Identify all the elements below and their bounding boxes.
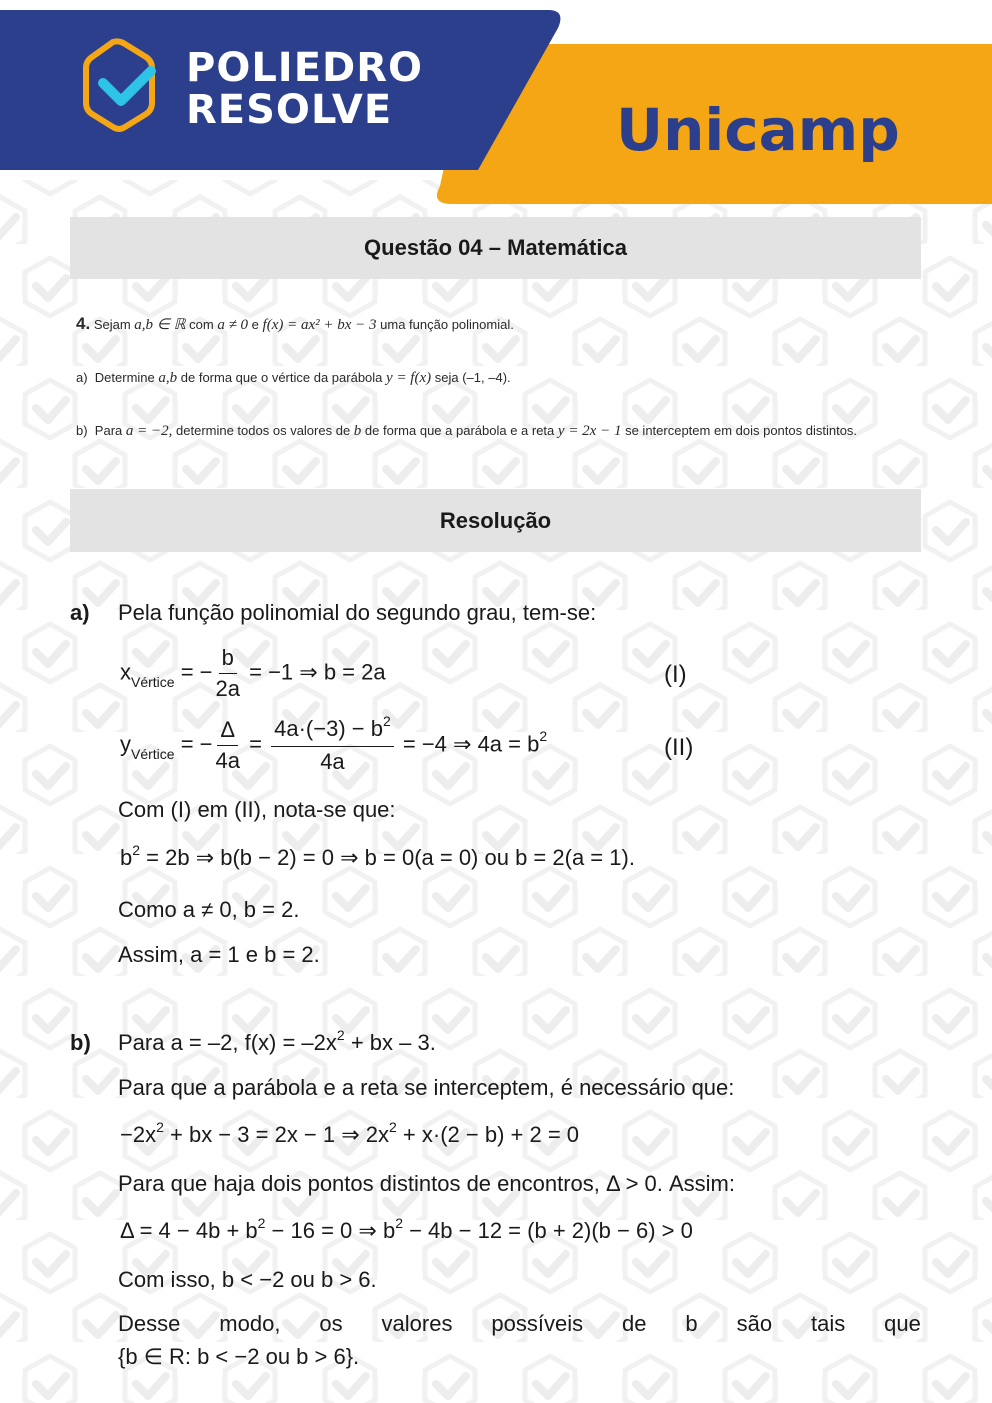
word: de [622, 1311, 647, 1336]
eq-b-sup: 2 [132, 842, 141, 858]
text: uma função polinomial. [380, 317, 514, 332]
yv-den1: 4a [215, 748, 240, 773]
question-number: 4. [76, 314, 91, 333]
math: f(x) = ax² + bx − 3 [262, 317, 377, 333]
yv-num2-sup: 2 [382, 713, 391, 729]
word: modo, [219, 1311, 281, 1336]
yv-eq: = − [180, 731, 213, 757]
math: a,b ∈ ℝ [134, 317, 186, 333]
text: com [189, 317, 214, 332]
b-line1-post: + bx – 3. [344, 1030, 436, 1055]
word: Desse [118, 1311, 181, 1336]
word: os [319, 1311, 343, 1336]
xv-sub: Vértice [131, 674, 175, 691]
text: se interceptem em dois pontos distintos. [625, 423, 858, 438]
since-text: Como a ≠ 0, b = 2. [118, 897, 300, 922]
b-equation-2 [120, 1215, 693, 1244]
text: e [251, 317, 259, 332]
math: a ≠ 0 [217, 317, 249, 333]
b-line-4: Com isso, b < −2 ou b > 6. [118, 1267, 377, 1292]
word: são [736, 1311, 773, 1336]
yv-rest-sup: 2 [539, 728, 548, 745]
eq2-post: − 4b − 12 = (b + 2)(b − 6) > 0 [402, 1218, 693, 1243]
brand-line-2: RESOLVE [186, 87, 393, 133]
brand-line-1: POLIEDRO [186, 45, 424, 91]
resolution-title: Resolução [439, 507, 552, 533]
b-line1-sup: 2 [336, 1027, 345, 1043]
eq2-sup2: 2 [395, 1215, 403, 1231]
eq2-sup1: 2 [257, 1215, 266, 1231]
exam-name: Unicamp [616, 96, 900, 164]
yv-num1: Δ [217, 717, 238, 746]
eq-b: b [120, 845, 133, 870]
b-line-3: Para que haja dois pontos distintos de encontros, Δ > 0. Assim: [118, 1171, 735, 1196]
yv-fraction-2 [271, 713, 394, 775]
word: b [685, 1311, 698, 1336]
label: b) [76, 423, 88, 438]
text: de forma que a parábola e a reta [364, 423, 555, 438]
xv-equation [120, 645, 386, 702]
b-equation-1 [120, 1119, 580, 1148]
question-part-a [76, 370, 511, 387]
yv-sub: Vértice [131, 746, 175, 763]
xv-num: b [219, 645, 237, 674]
eq1-sup1: 2 [156, 1119, 164, 1135]
yv-fraction-1 [216, 717, 240, 774]
eq2-pre: Δ = 4 − 4b + b [120, 1218, 258, 1243]
word: possíveis [491, 1311, 584, 1336]
text: determine todos os valores de [176, 423, 351, 438]
math: y = f(x) [386, 370, 432, 386]
tag-I: (I) [664, 661, 687, 688]
word: tais [811, 1311, 846, 1336]
xv-den: 2a [215, 676, 240, 701]
b-line-6: {b ∈ R: b < −2 ou b > 6}. [118, 1344, 360, 1369]
eq1-post: + x·(2 − b) + 2 = 0 [396, 1122, 580, 1147]
resolution-a-label: a) [70, 600, 90, 625]
math: y = 2x − 1 [557, 423, 622, 439]
question-part-b [76, 423, 857, 440]
xv-var: x [120, 659, 131, 685]
word: valores [381, 1311, 453, 1336]
math: a,b [158, 370, 178, 386]
resolution-b-label: b) [70, 1030, 91, 1055]
question-title-bar [70, 217, 921, 279]
text: Determine [94, 370, 155, 385]
yv-equation [120, 713, 548, 775]
tag-II: (II) [664, 734, 694, 761]
b-line-5 [118, 1311, 921, 1337]
b-line-1 [118, 1027, 436, 1056]
yv-num2-wrap [271, 713, 394, 747]
yv-eq2: = [249, 731, 262, 757]
b-line-2: Para que a parábola e a reta se interceptem, é necessário que: [118, 1075, 735, 1100]
eq1-mid: + bx − 3 = 2x − 1 ⇒ 2x [163, 1122, 390, 1147]
eq-b-rest: = 2b ⇒ b(b − 2) = 0 ⇒ b = 0(a = 0) ou b = 2(a = 1). [140, 845, 635, 870]
yv-den2: 4a [320, 749, 345, 774]
brand-logo-text [186, 45, 424, 133]
yv-rest: = −4 ⇒ 4a = b [402, 731, 540, 757]
text: de forma que o vértice da parábola [180, 370, 383, 385]
eq1-sup2: 2 [389, 1119, 397, 1135]
question-intro [76, 314, 514, 334]
xv-eq: = − [180, 659, 213, 685]
text: Para [94, 423, 123, 438]
question-title: Questão 04 – Matemática [364, 235, 627, 260]
eq2-mid: − 16 = 0 ⇒ b [265, 1218, 396, 1243]
b-line1-pre: Para a = –2, f(x) = –2x [118, 1030, 337, 1055]
thus-text: Assim, a = 1 e b = 2. [118, 942, 320, 967]
resolution-title-bar [70, 489, 921, 552]
math: b [353, 423, 362, 439]
word: que [884, 1311, 921, 1336]
math: a = −2, [125, 423, 173, 439]
resolution-a-intro: Pela função polinomial do segundo grau, tem-se: [118, 600, 597, 625]
xv-rest: = −1 ⇒ b = 2a [249, 659, 386, 685]
combine-text: Com (I) em (II), nota-se que: [118, 797, 396, 822]
yv-num2: 4a·(−3) − b [274, 716, 383, 741]
yv-var: y [120, 731, 131, 757]
eq1-pre: −2x [120, 1122, 157, 1147]
text: seja (–1, –4). [434, 370, 511, 385]
text: Sejam [93, 317, 131, 332]
xv-fraction [216, 645, 240, 702]
b-equation [120, 842, 635, 871]
label: a) [76, 370, 88, 385]
